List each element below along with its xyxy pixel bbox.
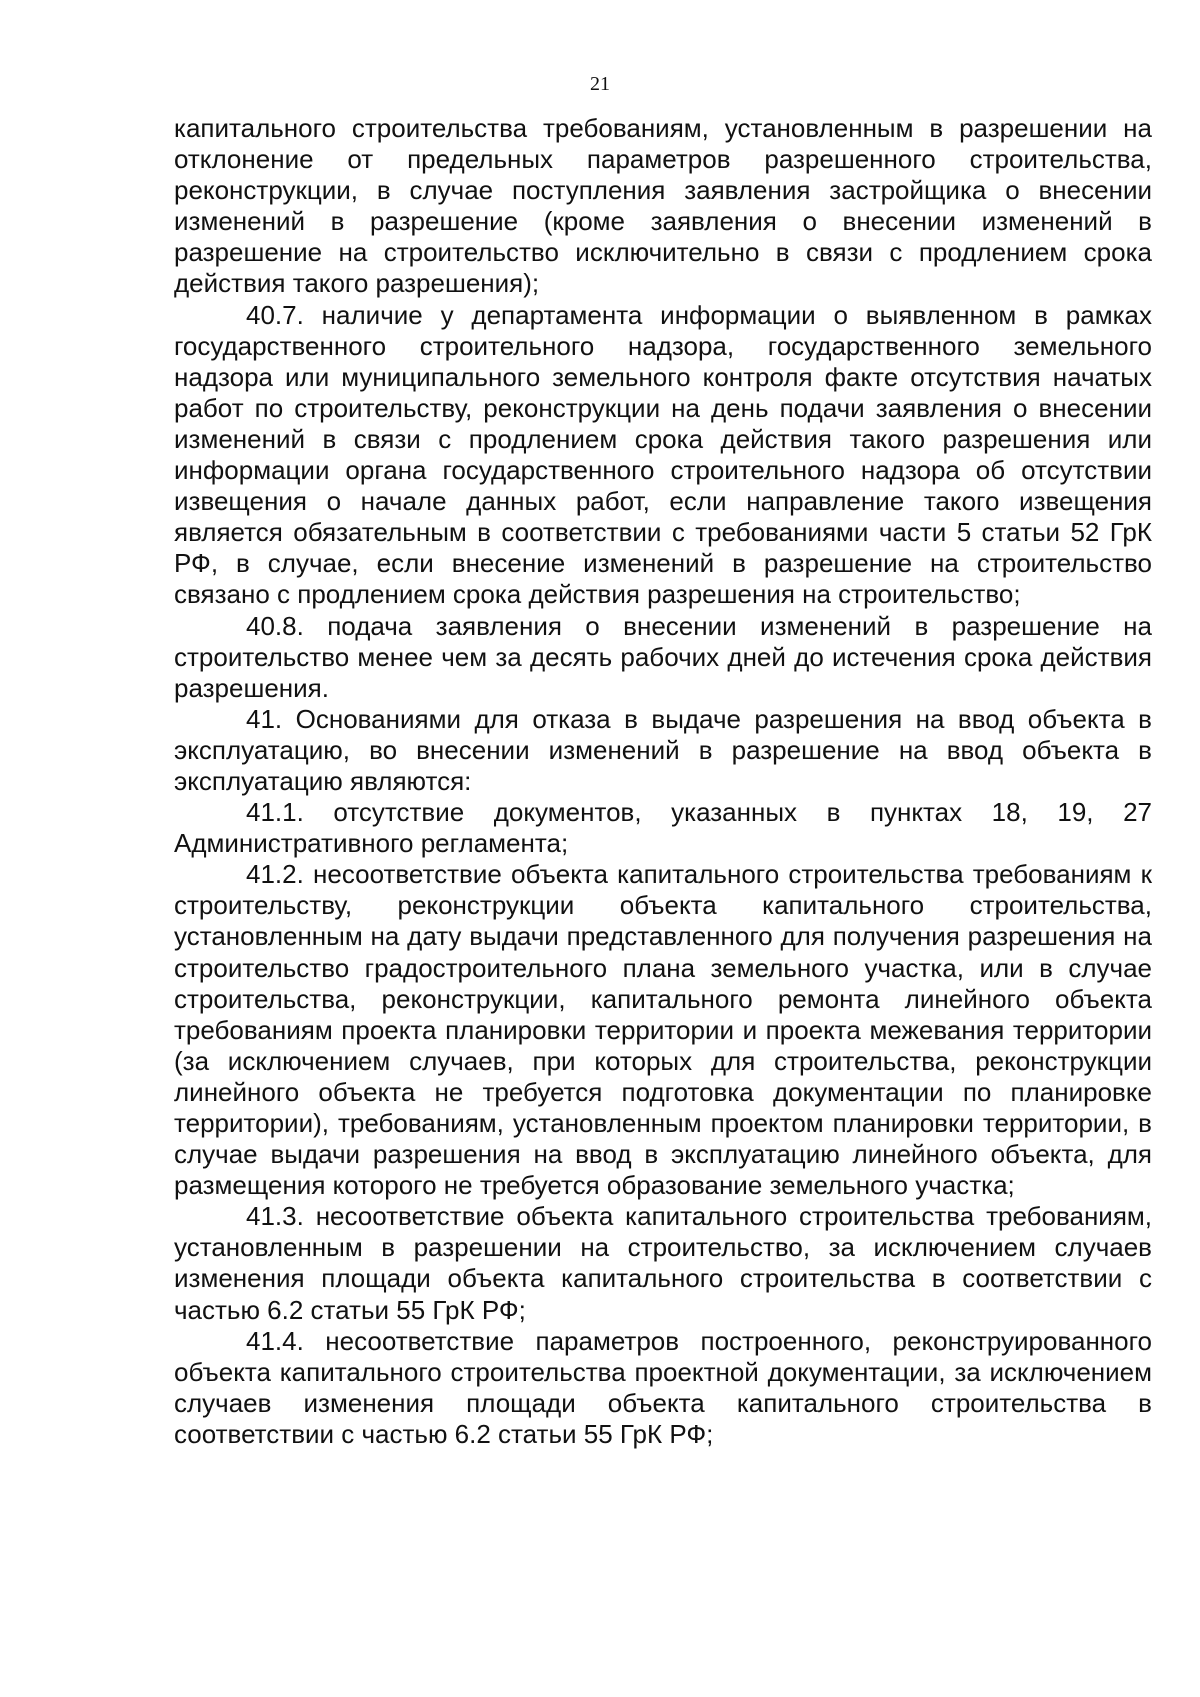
paragraph-continuation: капитального строительства требованиям, установленным в разрешении на отклонение от предельных параметров разрешенного строительства, реконструкции, в случае поступления заявления застройщика о внесении изменений в разрешение (кроме заявления о внесении изменений в разрешение на строительство исключительно в связи с продлением срока действия такого разрешения); — [174, 113, 1152, 299]
document-body — [174, 113, 1152, 1450]
page-number: 21 — [590, 73, 610, 95]
paragraph-item-41-3: 41.3. несоответствие объекта капитального строительства требованиям, установленным в разрешении на строительство, за исключением случаев изменения площади объекта капитального строительства в соответствии с частью 6.2 статьи 55 ГрК РФ; — [174, 1201, 1152, 1325]
paragraph-item-41-4: 41.4. несоответствие параметров построенного, реконструированного объекта капитального строительства проектной документации, за исключением случаев изменения площади объекта капитального строительства в соответствии с частью 6.2 статьи 55 ГрК РФ; — [174, 1325, 1152, 1449]
paragraph-item-40-8: 40.8. подача заявления о внесении изменений в разрешение на строительство менее чем за десять рабочих дней до истечения срока действия разрешения. — [174, 610, 1152, 703]
paragraph-item-41: 41. Основаниями для отказа в выдаче разрешения на ввод объекта в эксплуатацию, во внесении изменений в разрешение на ввод объекта в эксплуатацию являются: — [174, 703, 1152, 796]
paragraph-item-41-2: 41.2. несоответствие объекта капитального строительства требованиям к строительству, реконструкции объекта капитального строительства, установленным на дату выдачи представленного для получения разрешения на строительство градостроительного плана земельного участка, или в случае строительства, реконструкции, капитального ремонта линейного объекта требованиям проекта планировки территории и проекта межевания территории (за исключением случаев, при которых для строительства, реконструкции линейного объекта не требуется подготовка документации по планировке территории), требованиям, установленным проектом планировки территории, в случае выдачи разрешения на ввод в эксплуатацию линейного объекта, для размещения которого не требуется образование земельного участка; — [174, 859, 1152, 1201]
paragraph-item-41-1: 41.1. отсутствие документов, указанных в пунктах 18, 19, 27 Административного регламента; — [174, 797, 1152, 859]
paragraph-item-40-7: 40.7. наличие у департамента информации о выявленном в рамках государственного строительного надзора, государственного земельного надзора или муниципального земельного контроля факте отсутствия начатых работ по строительству, реконструкции на день подачи заявления о внесении изменений в связи с продлением срока действия такого разрешения или информации органа государственного строительного надзора об отсутствии извещения о начале данных работ, если направление такого извещения является обязательным в соответствии с требованиями части 5 статьи 52 ГрК РФ, в случае, если внесение изменений в разрешение на строительство связано с продлением срока действия разрешения на строительство; — [174, 299, 1152, 610]
